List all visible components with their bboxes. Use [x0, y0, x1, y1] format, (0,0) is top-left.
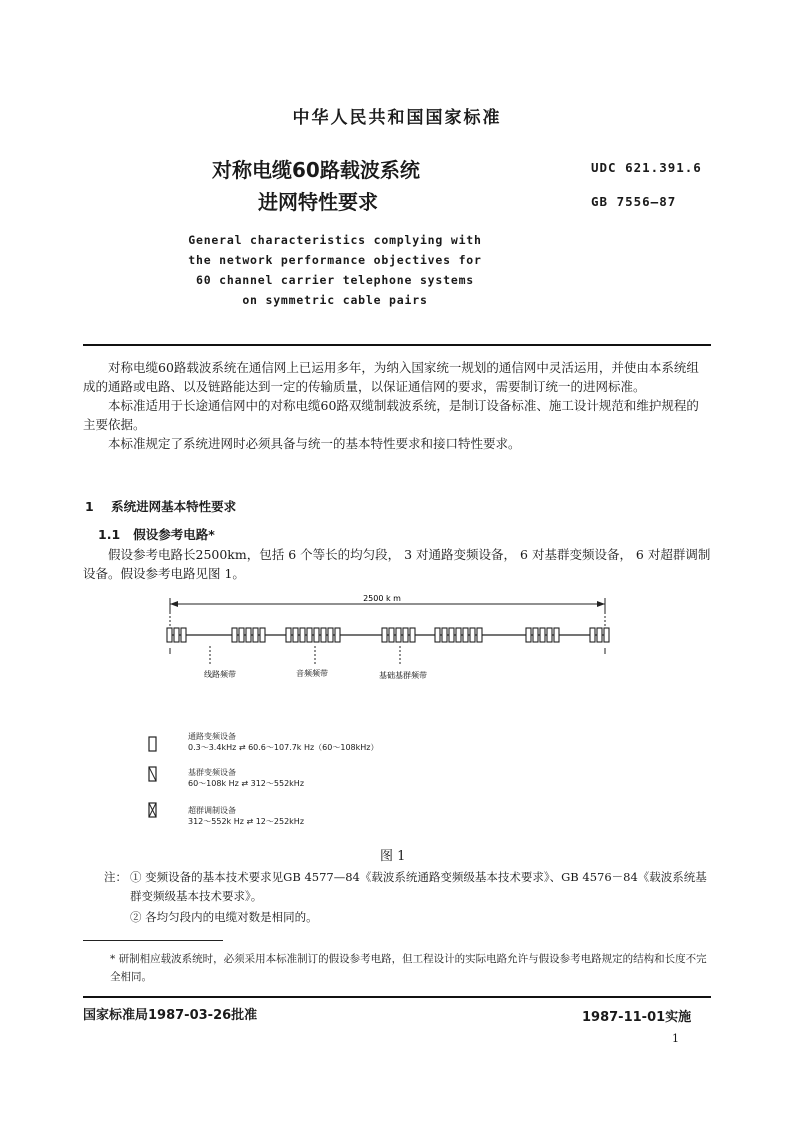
legend-name: 基群变频设备: [188, 768, 236, 777]
section-number: 1: [85, 499, 94, 514]
legend-symbols: [147, 735, 163, 825]
label-group-band: 基础基群频带: [379, 671, 427, 680]
arrow-left-icon: [170, 601, 178, 607]
page-number: 1: [672, 1032, 679, 1045]
bottom-divider: [83, 996, 711, 998]
intro: [83, 358, 711, 453]
subsection-1-1-heading: [98, 525, 215, 543]
title-line-2: 进网特性要求: [258, 190, 378, 214]
english-title-line: the network performance objectives for: [188, 253, 482, 267]
distance-label: 2500 k m: [363, 594, 401, 603]
legend-range: 60～108k Hz ⇄ 312～552kHz: [188, 779, 305, 788]
legend-channel: [188, 731, 488, 753]
channel-modulator-icon: [149, 737, 156, 751]
english-title-line: General characteristics complying with: [188, 233, 482, 247]
label-audio-band: 音频频带: [296, 669, 328, 678]
figure-caption: 图 1: [380, 849, 406, 864]
note-2: ② 各均匀段内的电缆对数是相同的。: [130, 910, 318, 924]
title-line-1: 对称电缆60路载波系统: [212, 158, 420, 182]
udc-code: UDC 621.391.6: [591, 160, 702, 175]
label-line-band: 线路频带: [204, 670, 236, 679]
english-title-line: 60 channel carrier telephone systems: [195, 273, 475, 287]
issuer-heading: 中华人民共和国国家标准: [292, 108, 502, 128]
english-title-line: on symmetric cable pairs: [242, 293, 428, 307]
top-divider: [83, 344, 711, 346]
section-title: 系统进网基本特性要求: [111, 499, 237, 514]
intro-paragraph-2: 本标准适用于长途通信网中的对称电缆60路双缆制载波系统，是制订设备标准、施工设计规范和维护规程的主要依据。: [83, 398, 699, 432]
legend-name: 超群调制设备: [188, 806, 236, 815]
section-1-heading: [85, 497, 236, 515]
note-1: ① 变频设备的基本技术要求见GB 4577—84《载波系统通路变频级基本技术要求》、GB 4576－84《载波系统基群变频级基本技术要求》。: [130, 870, 707, 903]
notes-label: 注：: [104, 870, 127, 884]
subsection-title: 假设参考电路*: [133, 527, 215, 542]
approval-date: 国家标准局1987-03-26批准: [83, 1008, 258, 1023]
legend-name: 通路变频设备: [188, 732, 236, 741]
footnote: * 研制相应载波系统时，必须采用本标准制订的假设参考电路，但工程设计的实际电路允许与假设参考电路规定的结构和长度不完全相同。: [110, 953, 707, 983]
subsection-number: 1.1: [98, 527, 121, 542]
legend-group: [188, 767, 488, 789]
subsection-1-1-text: 假设参考电路长2500km，包括 6 个等长的均匀段， 3 对通路变频设备， 6 对基群变频设备， 6 对超群调制设备。假设参考电路见图 1。: [83, 547, 711, 581]
effective-date: 1987-11-01实施: [582, 1010, 692, 1025]
arrow-right-icon: [597, 601, 605, 607]
intro-paragraph-3: 本标准规定了系统进网时必须具备与统一的基本特性要求和接口特性要求。: [108, 436, 521, 451]
gb-code: GB 7556—87: [591, 194, 677, 209]
legend-supergroup: [188, 805, 488, 827]
legend-range: 312～552k Hz ⇄ 12～252kHz: [188, 817, 305, 826]
english-title: [180, 230, 490, 310]
legend-range: 0.3～3.4kHz ⇄ 60.6～107.7k Hz（60～108kHz）: [188, 743, 379, 752]
reference-circuit-diagram: [160, 590, 620, 690]
intro-paragraph-1: 对称电缆60路载波系统在通信网上已运用多年，为纳入国家统一规划的通信网中灵活运用，并使由本系统组成的通路或电路、以及链路能达到一定的传输质量，以保证通信网的要求，需要制订统一的进网标准。: [83, 360, 699, 394]
footnote-divider: [83, 940, 223, 941]
